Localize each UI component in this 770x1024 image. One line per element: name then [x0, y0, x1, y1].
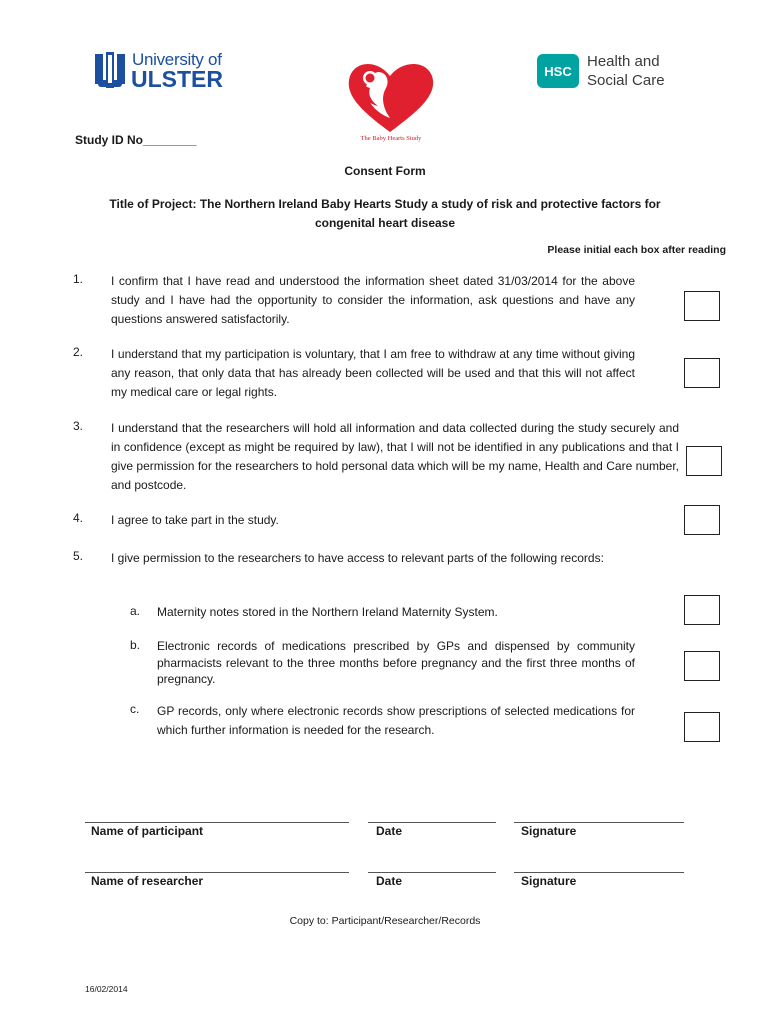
hsc-logo-line1: Health and — [587, 53, 660, 70]
project-title — [90, 195, 680, 233]
ulster-logo — [94, 50, 234, 94]
sub-item-a-initial-box[interactable] — [684, 595, 720, 625]
participant-signature-label: Signature — [521, 824, 577, 838]
item-3-number: 3. — [73, 419, 84, 433]
version-date: 16/02/2014 — [85, 984, 128, 994]
researcher-signature-line[interactable] — [514, 872, 684, 873]
participant-name-line[interactable] — [85, 822, 349, 823]
item-3-initial-box[interactable] — [686, 446, 722, 476]
initial-instruction: Please initial each box after reading — [547, 244, 726, 256]
copy-to-note: Copy to: Participant/Researcher/Records — [289, 915, 481, 927]
baby-hearts-heart-icon — [340, 58, 440, 138]
participant-date-label: Date — [376, 824, 403, 838]
hsc-emblem-icon — [537, 54, 579, 88]
item-2-initial-box[interactable] — [684, 358, 720, 388]
item-4-number: 4. — [73, 511, 84, 525]
form-title: Consent Form — [344, 164, 426, 178]
study-id-label: Study ID No________ — [75, 133, 197, 147]
ulster-emblem-icon — [94, 52, 126, 90]
ulster-logo-line1: University of — [132, 50, 222, 69]
item-3-text: I understand that the researchers will hold all information and data collected during the study securely and in confidence (except as might be required by law), that I will not be identified in any publications and that I give permission for the researchers to hold personal data which will be my name, Health and Care number, and postcode. — [111, 421, 679, 492]
project-title-line2: congenital heart disease — [314, 216, 456, 230]
item-2-text: I understand that my participation is voluntary, that I am free to withdraw at any time without giving any reason, that only data that has already been collected will be used and that this will not affect my medical care or legal rights. — [111, 347, 635, 399]
researcher-signature-label: Signature — [521, 874, 577, 888]
participant-name-label: Name of participant — [91, 824, 204, 838]
participant-date-line[interactable] — [368, 822, 496, 823]
sub-item-b-initial-box[interactable] — [684, 651, 720, 681]
item-4-initial-box[interactable] — [684, 505, 720, 535]
researcher-date-label: Date — [376, 874, 403, 888]
baby-hearts-logo — [340, 58, 440, 148]
item-2-number: 2. — [73, 345, 84, 359]
hsc-logo — [537, 53, 677, 93]
item-1-number: 1. — [73, 272, 84, 286]
researcher-date-line[interactable] — [368, 872, 496, 873]
hsc-logo-line2: Social Care — [587, 72, 665, 89]
sub-item-a-text: Maternity notes stored in the Northern Ireland Maternity System. — [157, 605, 498, 619]
participant-signature-line[interactable] — [514, 822, 684, 823]
researcher-name-line[interactable] — [85, 872, 349, 873]
item-5-text: I give permission to the researchers to have access to relevant parts of the following records: — [111, 551, 604, 565]
sub-item-b-letter: b. — [130, 638, 141, 652]
researcher-name-label: Name of researcher — [91, 874, 204, 888]
project-title-line1: Title of Project: The Northern Ireland Baby Hearts Study a study of risk and protective factors for — [109, 197, 661, 211]
sub-item-c-initial-box[interactable] — [684, 712, 720, 742]
ulster-logo-line2: ULSTER — [131, 66, 223, 92]
sub-item-b-text: Electronic records of medications prescribed by GPs and dispensed by community pharmacists relevant to the three months before pregnancy and the first three months of pregnancy. — [157, 639, 635, 686]
item-1-text: I confirm that I have read and understood the information sheet dated 31/03/2014 for the above study and I have had the opportunity to consider the information, ask questions and have any questions answered satisfactorily. — [111, 274, 635, 326]
sub-item-c-text: GP records, only where electronic records show prescriptions of selected medications for which further information is needed for the research. — [157, 704, 635, 737]
item-4-text: I agree to take part in the study. — [111, 513, 279, 527]
sub-item-a-letter: a. — [130, 604, 141, 618]
hsc-box-label: HSC — [544, 64, 572, 79]
item-1-initial-box[interactable] — [684, 291, 720, 321]
baby-hearts-caption: The Baby Hearts Study — [360, 135, 422, 142]
sub-item-c-letter: c. — [130, 702, 140, 716]
item-5-number: 5. — [73, 549, 84, 563]
hsc-logo-text — [587, 52, 665, 90]
